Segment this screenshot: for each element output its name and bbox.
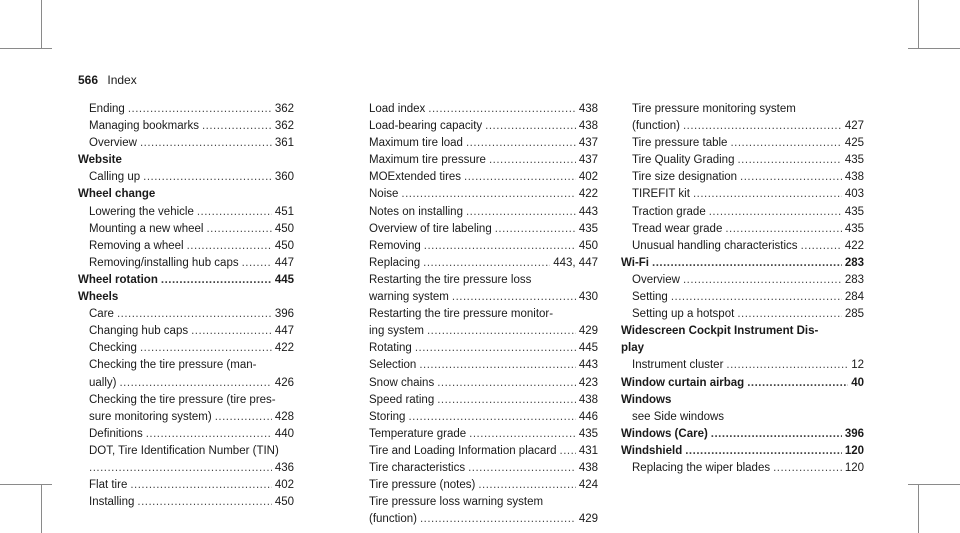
entry-label: Tire Quality Grading <box>632 154 735 167</box>
page-reference: 443, 447 <box>553 256 598 269</box>
entry-label: Mounting a new wheel <box>89 222 204 235</box>
dot-leader <box>671 289 842 306</box>
dot-leader <box>401 186 575 203</box>
dot-leader <box>428 101 576 118</box>
page-reference: 429 <box>578 513 598 526</box>
crop-mark <box>41 485 42 533</box>
entry-label: Load index <box>369 103 426 115</box>
page-number: 566 <box>78 73 99 87</box>
index-entry <box>358 426 598 443</box>
dot-leader <box>730 135 841 152</box>
page-reference: 435 <box>844 222 864 235</box>
entry-label: Checking <box>89 342 137 355</box>
dot-leader <box>747 375 848 392</box>
dot-leader <box>725 221 841 238</box>
page-reference: 396 <box>844 427 864 440</box>
entry-label: Instrument cluster <box>632 359 724 372</box>
index-entry <box>621 238 864 255</box>
crop-mark <box>908 484 960 485</box>
page-reference: 438 <box>844 171 864 184</box>
entry-label: Overview of tire labeling <box>369 222 492 235</box>
entry-label: Setting up a hotspot <box>632 308 735 321</box>
entry-label: TIREFIT kit <box>632 188 690 201</box>
entry-label: Notes on installing <box>369 205 463 218</box>
page-reference: 422 <box>274 342 294 355</box>
entry-label: Unusual handling characteristics <box>632 239 798 252</box>
page-reference: 285 <box>844 308 864 321</box>
entry-label: (function) <box>632 120 680 133</box>
index-heading: Wheel change <box>78 188 156 201</box>
dot-leader <box>801 238 842 255</box>
dot-leader <box>89 460 272 477</box>
dot-leader <box>683 118 842 135</box>
dot-leader <box>140 135 272 152</box>
dot-leader <box>560 443 576 460</box>
index-entry <box>358 409 598 426</box>
index-entry <box>621 186 864 203</box>
entry-label: Overview <box>632 273 680 286</box>
index-entry <box>78 426 294 443</box>
index-entry <box>78 221 294 238</box>
page-reference: 447 <box>274 325 294 338</box>
index-entry <box>358 340 598 357</box>
dot-leader <box>773 460 842 477</box>
entry-label: Installing <box>89 496 135 509</box>
index-entry <box>621 306 864 323</box>
index-entry <box>621 289 864 306</box>
index-entry <box>358 204 598 221</box>
index-subentry-line: see Side windows <box>632 410 725 423</box>
entry-label: Removing a wheel <box>89 239 184 252</box>
index-column-1 <box>78 101 294 511</box>
index-entry <box>78 255 294 272</box>
entry-label: Traction grade <box>632 205 706 218</box>
index-subentry-line: DOT, Tire Identification Number (TIN) <box>89 444 279 457</box>
entry-label: Maximum tire load <box>369 137 463 150</box>
page-reference: 450 <box>274 222 294 235</box>
dot-leader <box>140 340 272 357</box>
entry-label: Care <box>89 308 114 321</box>
index-entry <box>358 375 598 392</box>
entry-label: Tire characteristics <box>369 461 466 474</box>
index-entry <box>621 460 864 477</box>
dot-leader <box>420 511 576 528</box>
page-reference: 435 <box>844 205 864 218</box>
entry-label: Window curtain airbag <box>621 376 745 389</box>
dot-leader <box>119 375 271 392</box>
index-entry <box>358 118 598 135</box>
entry-label: Rotating <box>369 342 412 355</box>
index-entry <box>358 238 598 255</box>
index-entry <box>358 392 598 409</box>
entry-label: Changing hub caps <box>89 325 189 338</box>
index-subentry-line: Restarting the tire pressure loss <box>369 273 532 286</box>
dot-leader <box>143 169 272 186</box>
index-entry <box>621 272 864 289</box>
dot-leader <box>726 357 848 374</box>
dot-leader <box>128 101 272 118</box>
entry-label: Wheel rotation <box>78 273 158 286</box>
page-header <box>78 72 137 88</box>
dot-leader <box>466 204 576 221</box>
page-reference: 445 <box>578 342 598 355</box>
dot-leader <box>737 306 842 323</box>
entry-label: ually) <box>89 376 117 389</box>
crop-mark <box>918 0 919 48</box>
dot-leader <box>424 238 576 255</box>
index-column-2 <box>358 101 598 528</box>
index-entry <box>78 494 294 511</box>
entry-label: Lowering the vehicle <box>89 205 194 218</box>
entry-label: Tire pressure (notes) <box>369 479 476 492</box>
index-heading-entry <box>621 255 864 272</box>
page-title: Index <box>107 73 137 87</box>
entry-label: Speed rating <box>369 393 435 406</box>
dot-leader <box>197 204 272 221</box>
page-reference: 450 <box>274 239 294 252</box>
dot-leader <box>242 255 272 272</box>
page-reference: 446 <box>578 410 598 423</box>
dot-leader <box>685 443 842 460</box>
index-entry <box>621 204 864 221</box>
page-reference: 443 <box>578 359 598 372</box>
index-entry <box>358 221 598 238</box>
entry-label: Snow chains <box>369 376 435 389</box>
crop-mark <box>908 48 960 49</box>
page-reference: 445 <box>274 273 294 286</box>
entry-label: Tire size designation <box>632 171 738 184</box>
dot-leader <box>495 221 576 238</box>
index-entry <box>78 135 294 152</box>
index-entry <box>358 169 598 186</box>
index-entry <box>78 340 294 357</box>
entry-label: Temperature grade <box>369 427 467 440</box>
index-entry <box>358 477 598 494</box>
page-reference: 422 <box>578 188 598 201</box>
index-entry <box>358 443 598 460</box>
page-reference: 450 <box>274 496 294 509</box>
entry-label: Windows (Care) <box>621 427 708 440</box>
entry-label: Ending <box>89 103 125 115</box>
index-entry <box>78 101 294 118</box>
entry-label: Tread wear grade <box>632 222 723 235</box>
index-entry <box>78 238 294 255</box>
dot-leader <box>468 460 576 477</box>
index-entry <box>78 323 294 340</box>
index-entry <box>358 101 598 118</box>
dot-leader <box>137 494 271 511</box>
entry-label: Windshield <box>621 444 683 457</box>
entry-label: Overview <box>89 137 137 150</box>
index-heading-entry <box>621 426 864 443</box>
index-subentry-line: Tire pressure loss warning system <box>369 496 544 509</box>
page-reference: 438 <box>578 393 598 406</box>
index-entry <box>78 169 294 186</box>
index-entry <box>358 152 598 169</box>
page-reference: 438 <box>578 120 598 133</box>
index-entry <box>78 306 294 323</box>
page-reference: 429 <box>578 325 598 338</box>
index-heading: play <box>621 342 645 355</box>
dot-leader <box>464 169 576 186</box>
entry-label: Wi-Fi <box>621 256 649 269</box>
entry-label: Tire and Loading Information placard <box>369 444 557 457</box>
page-reference: 362 <box>274 120 294 133</box>
dot-leader <box>437 392 576 409</box>
dot-leader <box>711 426 842 443</box>
index-entry <box>621 357 864 374</box>
entry-label: Flat tire <box>89 479 128 492</box>
index-entry <box>78 460 294 477</box>
page-reference: 402 <box>578 171 598 184</box>
dot-leader <box>693 186 842 203</box>
index-entry <box>358 511 598 528</box>
page-reference: 428 <box>274 410 294 423</box>
page-reference: 447 <box>274 256 294 269</box>
dot-leader <box>415 340 576 357</box>
index-entry <box>621 118 864 135</box>
index-entry <box>78 118 294 135</box>
entry-label: Setting <box>632 291 668 304</box>
entry-label: Removing <box>369 239 421 252</box>
index-column-3 <box>621 101 864 477</box>
entry-label: warning system <box>369 291 449 304</box>
dot-leader <box>683 272 842 289</box>
index-entry <box>358 135 598 152</box>
dot-leader <box>419 357 576 374</box>
dot-leader <box>452 289 576 306</box>
entry-label: MOExtended tires <box>369 171 462 184</box>
index-entry <box>621 152 864 169</box>
entry-label: Replacing the wiper blades <box>632 461 771 474</box>
index-entry <box>78 477 294 494</box>
index-entry <box>358 186 598 203</box>
dot-leader <box>215 409 272 426</box>
page-reference: 436 <box>274 461 294 474</box>
dot-leader <box>737 152 841 169</box>
index-heading-entry <box>621 443 864 460</box>
entry-label: Selection <box>369 359 417 372</box>
page-reference: 443 <box>578 205 598 218</box>
dot-leader <box>489 152 576 169</box>
page-reference: 437 <box>578 137 598 150</box>
index-entry <box>621 135 864 152</box>
dot-leader <box>423 255 550 272</box>
page-reference: 435 <box>578 427 598 440</box>
dot-leader <box>485 118 576 135</box>
page-reference: 402 <box>274 479 294 492</box>
dot-leader <box>466 135 576 152</box>
index-heading: Widescreen Cockpit Instrument Dis- <box>621 325 819 338</box>
page-reference: 284 <box>844 291 864 304</box>
dot-leader <box>146 426 272 443</box>
index-entry <box>621 169 864 186</box>
dot-leader <box>408 409 575 426</box>
entry-label: Maximum tire pressure <box>369 154 486 167</box>
dot-leader <box>709 204 842 221</box>
entry-label: Noise <box>369 188 399 201</box>
page-reference: 283 <box>844 273 864 286</box>
page-reference: 396 <box>274 308 294 321</box>
page-reference: 451 <box>274 205 294 218</box>
index-entry <box>358 289 598 306</box>
entry-label: (function) <box>369 513 417 526</box>
entry-label: ing system <box>369 325 424 338</box>
entry-label: Definitions <box>89 427 143 440</box>
dot-leader <box>206 221 271 238</box>
page-reference: 283 <box>844 256 864 269</box>
dot-leader <box>437 375 576 392</box>
index-heading-entry <box>621 375 864 392</box>
entry-label: Storing <box>369 410 406 423</box>
crop-mark <box>0 48 52 49</box>
dot-leader <box>117 306 272 323</box>
dot-leader <box>191 323 272 340</box>
index-heading: Wheels <box>78 291 119 304</box>
crop-mark <box>918 485 919 533</box>
page-reference: 362 <box>274 103 294 115</box>
page-reference: 12 <box>851 359 864 372</box>
index-heading: Website <box>78 154 122 167</box>
page-reference: 438 <box>578 461 598 474</box>
index-entry <box>358 460 598 477</box>
index-subentry-line: Tire pressure monitoring system <box>632 103 796 115</box>
index-heading-entry <box>78 272 294 289</box>
entry-label: Managing bookmarks <box>89 120 199 133</box>
dot-leader <box>202 118 272 135</box>
index-subentry-line: Checking the tire pressure (man- <box>89 359 257 372</box>
page-reference: 40 <box>851 376 864 389</box>
page-reference: 423 <box>578 376 598 389</box>
entry-label: Replacing <box>369 256 421 269</box>
dot-leader <box>187 238 272 255</box>
index-heading: Windows <box>621 393 672 406</box>
page-reference: 422 <box>844 239 864 252</box>
page-reference: 437 <box>578 154 598 167</box>
index-entry <box>358 255 598 272</box>
dot-leader <box>740 169 842 186</box>
page-reference: 361 <box>274 137 294 150</box>
dot-leader <box>427 323 576 340</box>
entry-label: Tire pressure table <box>632 137 728 150</box>
page-reference: 425 <box>844 137 864 150</box>
index-entry <box>78 204 294 221</box>
page-reference: 438 <box>578 103 598 115</box>
crop-mark <box>0 484 52 485</box>
page-reference: 431 <box>578 444 598 457</box>
page-reference: 120 <box>844 461 864 474</box>
page-reference: 435 <box>578 222 598 235</box>
page-reference: 430 <box>578 291 598 304</box>
entry-label: Calling up <box>89 171 141 184</box>
page-reference: 120 <box>844 444 864 457</box>
page-reference: 427 <box>844 120 864 133</box>
page-reference: 360 <box>274 171 294 184</box>
page-reference: 450 <box>578 239 598 252</box>
page-reference: 426 <box>274 376 294 389</box>
dot-leader <box>478 477 576 494</box>
dot-leader <box>652 255 842 272</box>
index-entry <box>78 409 294 426</box>
dot-leader <box>161 272 272 289</box>
page-reference: 435 <box>844 154 864 167</box>
entry-label: Removing/installing hub caps <box>89 256 239 269</box>
page-reference: 403 <box>844 188 864 201</box>
page-reference: 440 <box>274 427 294 440</box>
index-subentry-line: Checking the tire pressure (tire pres- <box>89 393 276 406</box>
entry-label: sure monitoring system) <box>89 410 212 423</box>
dot-leader <box>130 477 271 494</box>
crop-mark <box>41 0 42 48</box>
dot-leader <box>469 426 576 443</box>
index-entry <box>78 375 294 392</box>
entry-label: Load-bearing capacity <box>369 120 483 133</box>
index-entry <box>358 323 598 340</box>
index-subentry-line: Restarting the tire pressure monitor- <box>369 308 554 321</box>
page-reference: 424 <box>578 479 598 492</box>
index-entry <box>621 221 864 238</box>
index-entry <box>358 357 598 374</box>
